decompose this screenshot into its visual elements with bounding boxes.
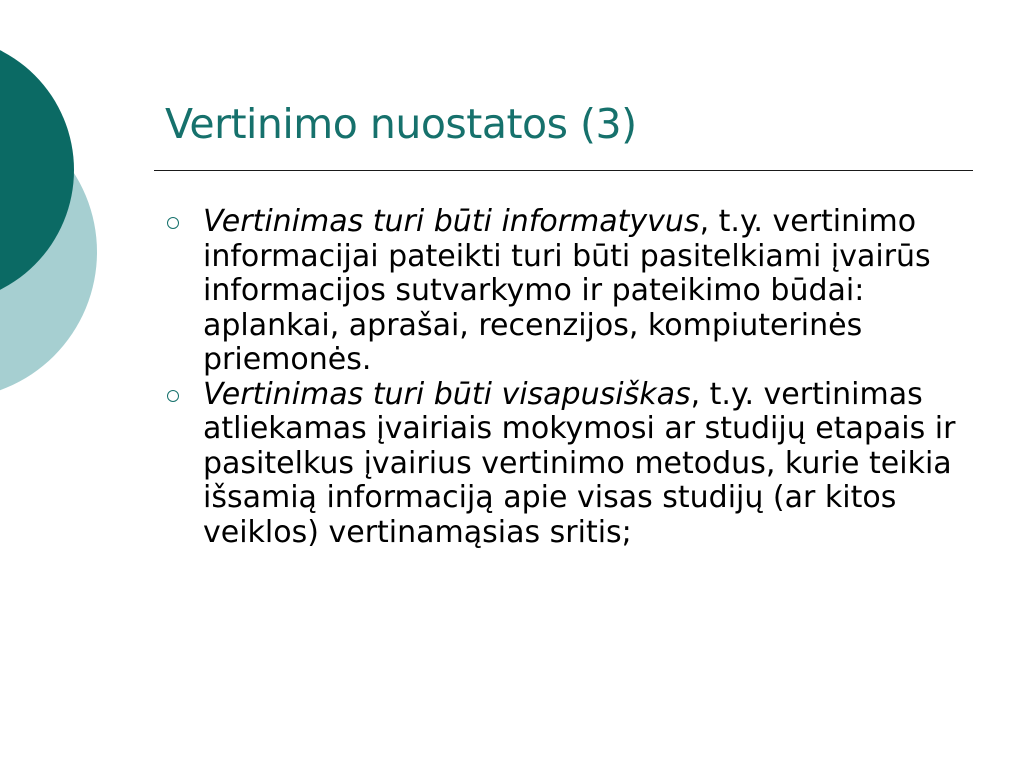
decorative-circles (0, 0, 110, 400)
bullet-list (165, 205, 965, 550)
bullet-item (165, 378, 965, 551)
hollow-circle-bullet-icon (167, 217, 179, 229)
slide-title: Vertinimo nuostatos (3) (165, 100, 637, 148)
bullet-emphasis: Vertinimas turi būti visapusiškas (203, 376, 691, 412)
bullet-text: , t.y. vertinimas atliekamas įvairiais mokymosi ar studijų etapais ir pasitelkus įvairius vertinimo metodus, kurie teikia išsamią informaciją apie visas studijų (ar kitos veiklos) vertinamąsias sritis; (203, 376, 956, 550)
bullet-item (165, 205, 965, 378)
bullet-emphasis: Vertinimas turi būti informatyvus (203, 204, 700, 239)
title-divider (154, 170, 973, 171)
hollow-circle-bullet-icon (167, 390, 179, 402)
bullet-text: , t.y. vertinimo informacijai pateikti turi būti pasitelkiami įvairūs informacijos sutvarkymo ir pateikimo būdai: aplankai, aprašai, recenzijos, kompiuterinės priemonės. (203, 204, 931, 377)
